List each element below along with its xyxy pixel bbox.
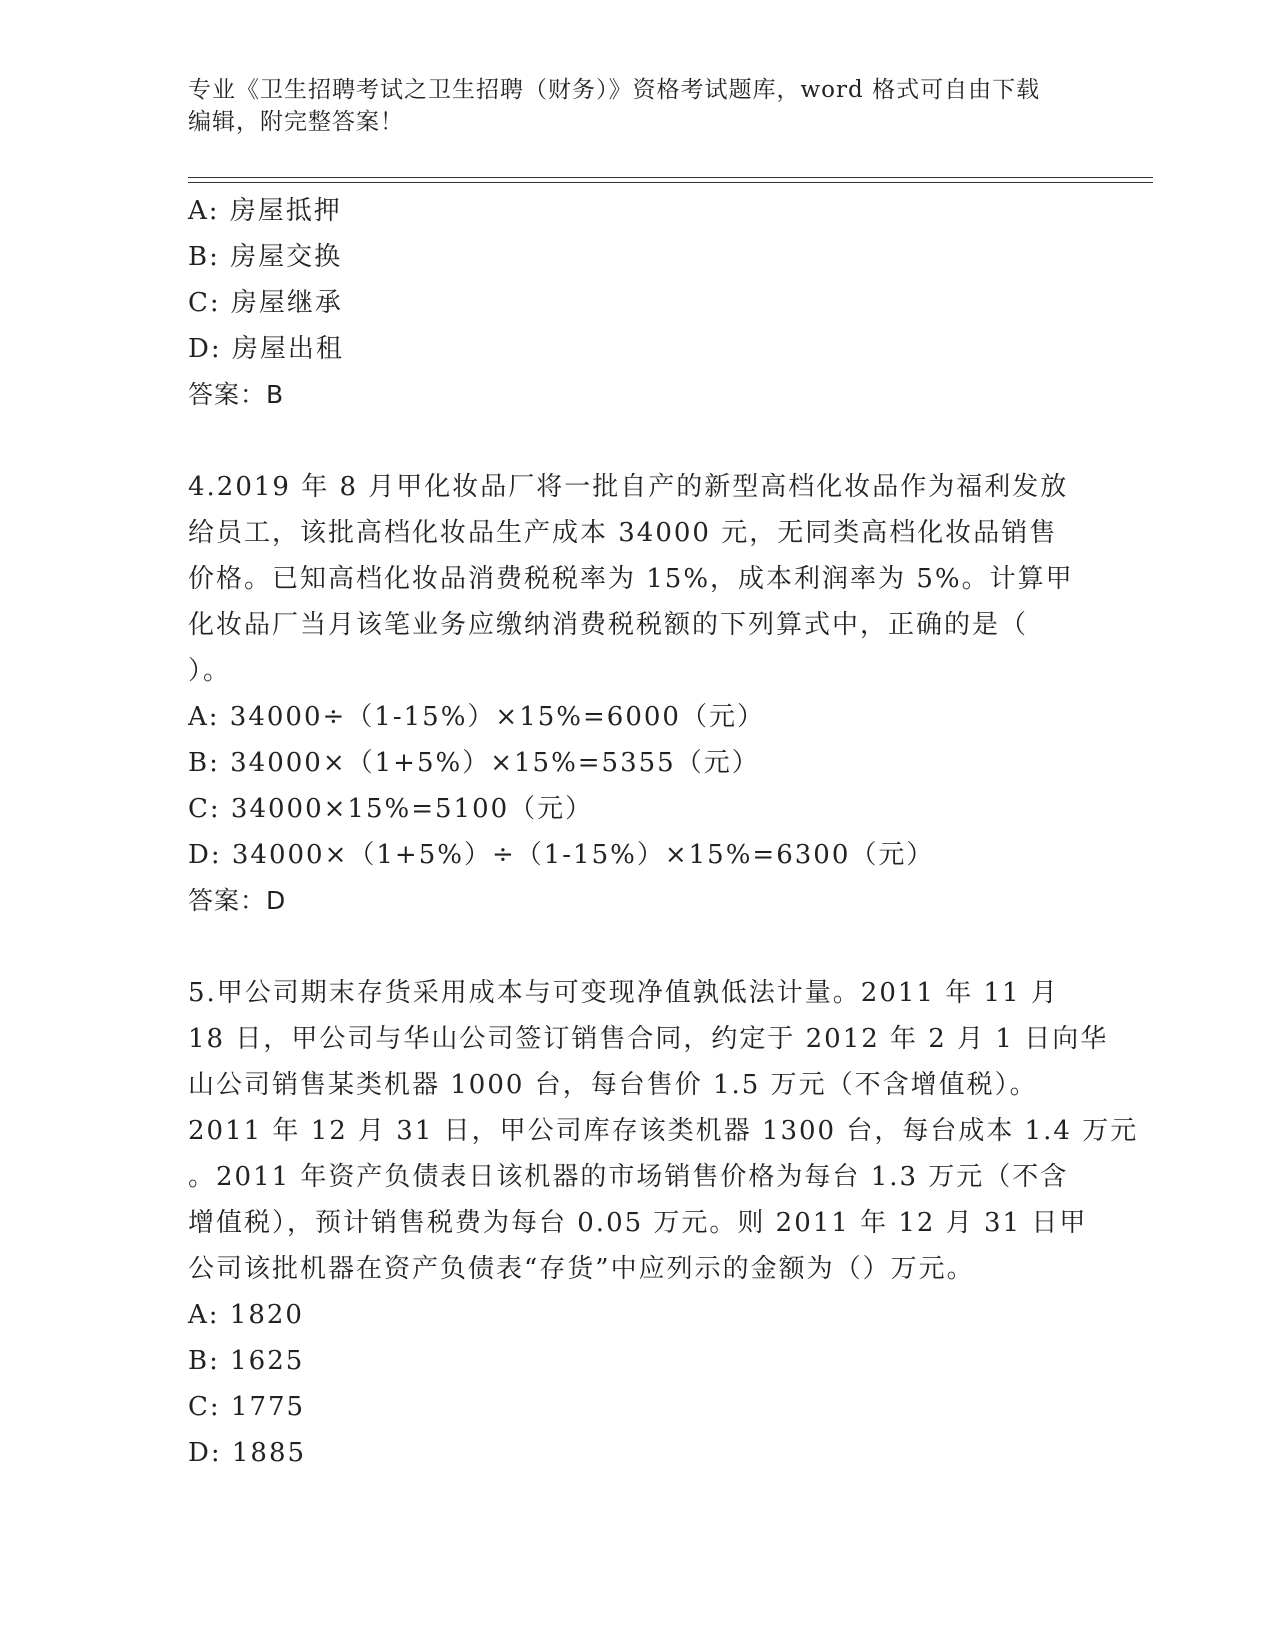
spacer <box>188 924 1088 970</box>
option-c: C: 1775 <box>188 1392 306 1422</box>
option-d: D: 房屋出租 <box>188 334 344 364</box>
option-c: C: 34000×15%=5100（元） <box>188 794 594 824</box>
question-4 <box>188 464 1088 924</box>
option-d: D: 34000×（1+5%）÷（1-15%）×15%=6300（元） <box>188 840 935 870</box>
option-b: B: 34000×（1+5%）×15%=5355（元） <box>188 748 760 778</box>
question-text-line: 4.2019 年 8 月甲化妆品厂将一批自产的新型高档化妆品作为福利发放 <box>188 472 1069 502</box>
question-5 <box>188 970 1139 1476</box>
question-text-line: 2011 年 12 月 31 日，甲公司库存该类机器 1300 台，每台成本 1.4 万元 <box>188 1116 1139 1146</box>
document-header <box>188 74 1068 138</box>
header-line-1: 专业《卫生招聘考试之卫生招聘（财务）》资格考试题库，word 格式可自由下载 <box>188 77 1041 103</box>
question-text-line: 价格。已知高档化妆品消费税税率为 15%，成本利润率为 5%。计算甲 <box>188 564 1074 594</box>
answer-label: 答案：B <box>188 380 285 409</box>
question-text-line: 5.甲公司期末存货采用成本与可变现净值孰低法计量。2011 年 11 月 <box>188 978 1059 1008</box>
spacer <box>188 418 1088 464</box>
question-3 <box>188 188 1088 418</box>
option-a: A: 房屋抵押 <box>188 196 342 226</box>
question-text-line: 山公司销售某类机器 1000 台，每台售价 1.5 万元（不含增值税）。 <box>188 1070 1038 1100</box>
header-line-2: 编辑，附完整答案！ <box>188 109 404 135</box>
question-content <box>188 188 1139 1476</box>
question-text-line: 18 日，甲公司与华山公司签订销售合同，约定于 2012 年 2 月 1 日向华 <box>188 1024 1109 1054</box>
question-text-line: 。2011 年资产负债表日该机器的市场销售价格为每台 1.3 万元（不含 <box>188 1162 1069 1192</box>
option-a: A: 34000÷（1-15%）×15%=6000（元） <box>188 702 765 732</box>
question-text-line: 公司该批机器在资产负债表“存货”中应列示的金额为（）万元。 <box>188 1254 975 1284</box>
header-divider-top <box>188 177 1153 178</box>
answer-label: 答案：D <box>188 886 287 915</box>
option-b: B: 1625 <box>188 1346 305 1376</box>
question-text-line: 化妆品厂当月该笔业务应缴纳消费税税额的下列算式中，正确的是（ <box>188 610 1029 640</box>
option-b: B: 房屋交换 <box>188 242 343 272</box>
header-divider-bottom <box>188 182 1153 183</box>
question-text-line: 增值税），预计销售税费为每台 0.05 万元。则 2011 年 12 月 31 日甲 <box>188 1208 1088 1238</box>
question-text-line: 给员工，该批高档化妆品生产成本 34000 元，无同类高档化妆品销售 <box>188 518 1058 548</box>
option-d: D: 1885 <box>188 1438 307 1468</box>
option-c: C: 房屋继承 <box>188 288 343 318</box>
question-text-line: ）。 <box>188 656 232 686</box>
option-a: A: 1820 <box>188 1300 304 1330</box>
